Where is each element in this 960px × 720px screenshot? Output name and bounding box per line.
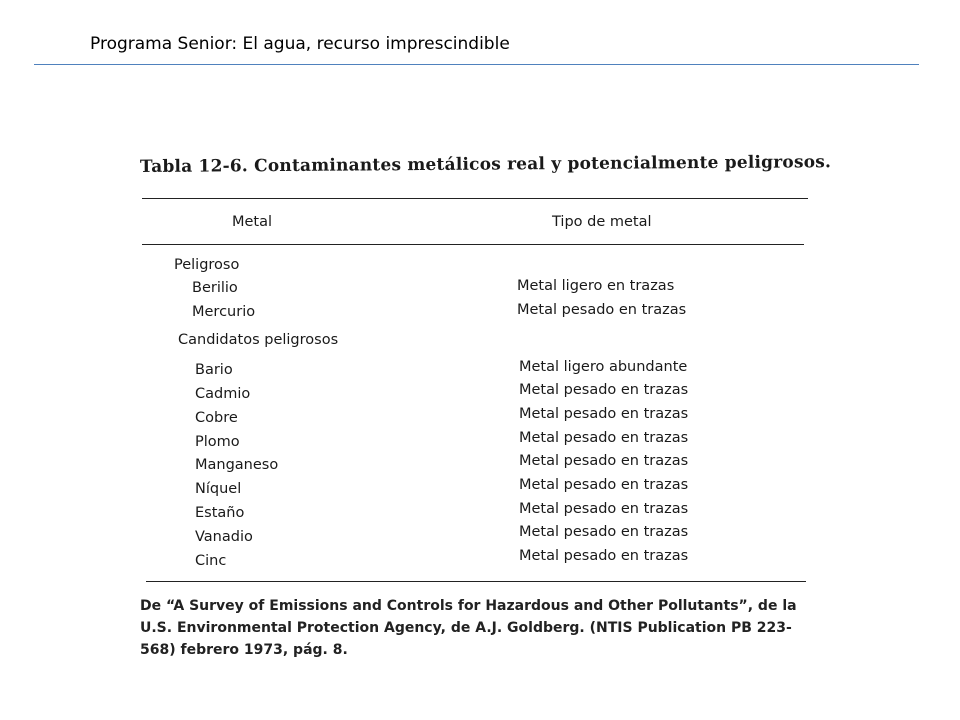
metal-vanadio: Vanadio [195, 529, 253, 545]
slide-header-title: Programa Senior: El agua, recurso imprescindible [90, 34, 510, 54]
metal-niquel: Níquel [195, 481, 242, 497]
header-rule [34, 64, 919, 65]
metal-cadmio: Cadmio [195, 386, 251, 402]
column-header-metal: Metal [232, 214, 273, 230]
type-vanadio: Metal pesado en trazas [519, 524, 689, 540]
group-label-peligroso: Peligroso [174, 257, 240, 273]
metal-mercurio: Mercurio [192, 304, 256, 320]
metal-cinc: Cinc [195, 553, 227, 569]
type-berilio: Metal ligero en trazas [517, 278, 675, 294]
metal-estano: Estaño [195, 505, 245, 521]
type-cobre: Metal pesado en trazas [519, 406, 689, 422]
type-plomo: Metal pesado en trazas [519, 430, 689, 446]
source-note: De “A Survey of Emissions and Controls for Hazardous and Other Pollutants”, de la U.S. Environmental Protection Agency, de A.J. Goldberg. (NTIS Publication PB 223-568) febrero 1973, pág. 8. [140, 598, 797, 658]
metal-bario: Bario [195, 362, 233, 378]
metal-plomo: Plomo [195, 434, 240, 450]
bottom-rule [146, 581, 806, 582]
header-bottom-rule [142, 244, 804, 245]
scanned-table [120, 140, 840, 680]
table-title: Tabla 12-6. Contaminantes metálicos real y potencialmente peligrosos. [139, 152, 832, 177]
type-estano: Metal pesado en trazas [519, 501, 689, 517]
type-bario: Metal ligero abundante [519, 359, 688, 375]
type-cadmio: Metal pesado en trazas [519, 382, 689, 398]
group-label-candidatos: Candidatos peligrosos [178, 332, 339, 348]
type-niquel: Metal pesado en trazas [519, 477, 689, 493]
column-header-tipo: Tipo de metal [552, 214, 652, 230]
top-rule [142, 198, 808, 199]
metal-berilio: Berilio [192, 280, 238, 296]
metal-cobre: Cobre [195, 410, 238, 426]
type-manganeso: Metal pesado en trazas [519, 453, 689, 469]
type-mercurio: Metal pesado en trazas [517, 302, 687, 318]
type-cinc: Metal pesado en trazas [519, 548, 689, 564]
metal-manganeso: Manganeso [195, 457, 279, 473]
